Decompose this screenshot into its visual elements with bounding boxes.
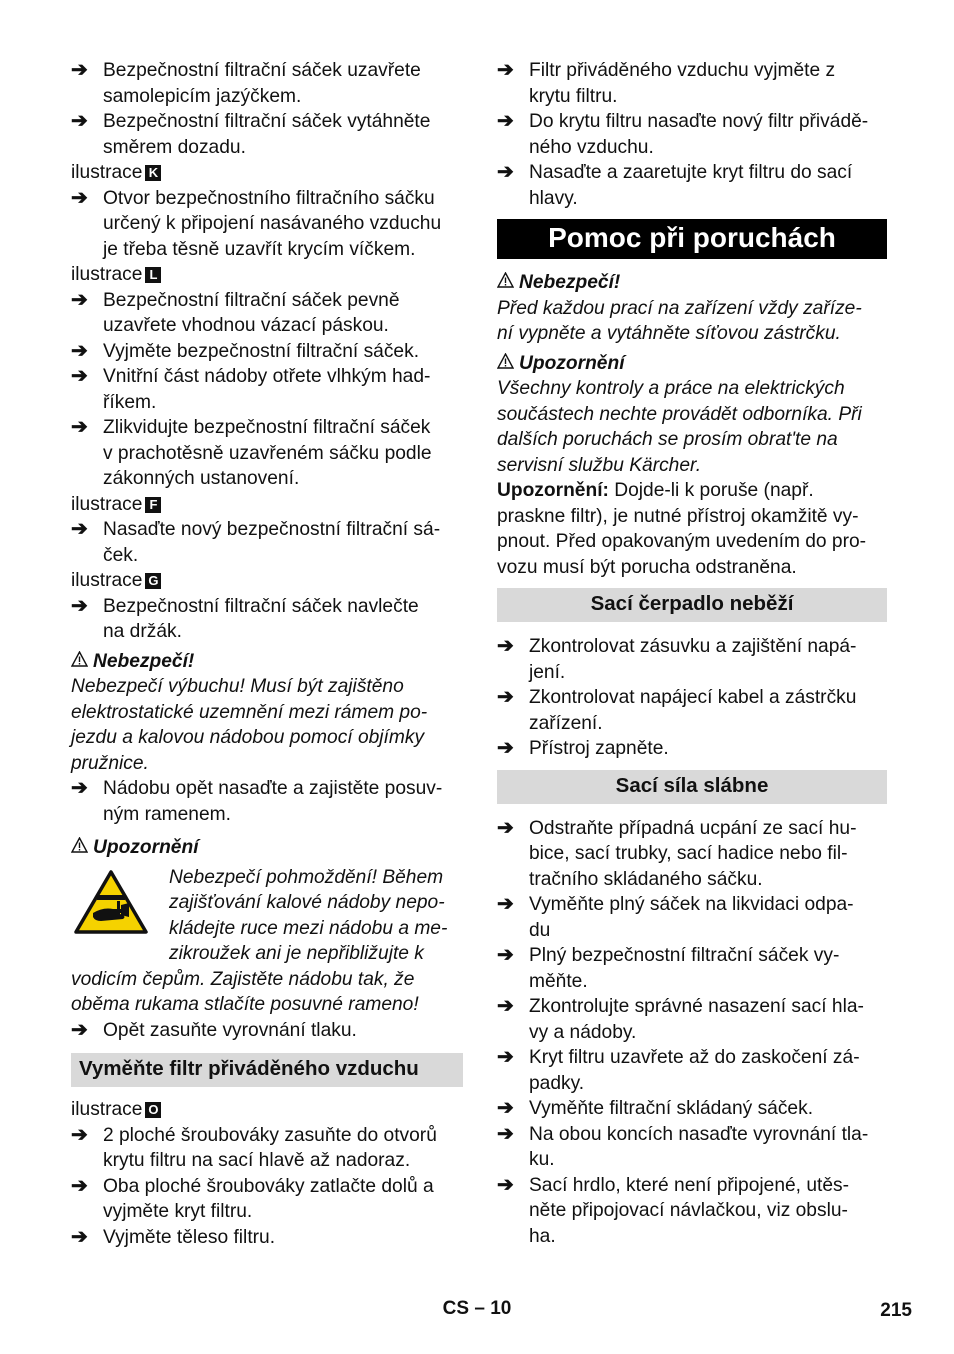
warning-triangle-icon xyxy=(497,351,519,377)
caution-text: Nebezpečí pohmoždění! Během zajišťování kalové nádoby nepo- kládejte ruce mezi nádobu a me- zikroužek ani je nepřibližujte k xyxy=(169,866,448,964)
list-item: ➔ Odstraňte případná ucpání ze sací hu- bice, sací trubky, sací hadice nebo fil- tračního skládaného sáčku. xyxy=(497,816,857,890)
arrow-right-icon: ➔ xyxy=(497,737,514,759)
list-item: ➔ Zlikvidujte bezpečnostní filtrační sáček v prachotěsně uzavřeném sáčku podle zákonných ustanovení. xyxy=(71,416,432,489)
arrow-right-icon: ➔ xyxy=(497,1046,514,1068)
arrow-right-icon: ➔ xyxy=(71,186,88,209)
arrow-right-icon: ➔ xyxy=(71,416,88,438)
arrow-right-icon: ➔ xyxy=(71,594,88,617)
danger-text: Před každou prací na zařízení vždy zaříze- ní vypněte a vytáhněte síťovou zástrčku. xyxy=(497,297,862,344)
list-item: ➔ Plný bezpečnostní filtrační sáček vy- měňte. xyxy=(497,944,840,992)
list-item: ➔ Opět zasuňte vyrovnání tlaku. xyxy=(71,1018,463,1044)
danger-heading: Nebezpečí! xyxy=(71,649,463,675)
list-item: ➔ Bezpečnostní filtrační sáček navlečte na držák. xyxy=(71,594,419,642)
arrow-right-icon: ➔ xyxy=(497,635,514,657)
caution-heading: Upozornění xyxy=(497,351,887,377)
left-column xyxy=(71,58,463,1250)
arrow-right-icon: ➔ xyxy=(497,1173,514,1196)
arrow-right-icon: ➔ xyxy=(71,1174,88,1197)
hand-crush-hazard-icon xyxy=(73,869,149,935)
illustration-ref: ilustrace O xyxy=(71,1097,463,1123)
illustration-ref: ilustrace G xyxy=(71,568,463,594)
arrow-right-icon: ➔ xyxy=(71,339,88,362)
list-item: ➔ Vyjměte těleso filtru. xyxy=(71,1225,463,1251)
right-column xyxy=(497,58,887,1249)
arrow-right-icon: ➔ xyxy=(497,686,514,708)
list-item: ➔ Na obou koncích nasaďte vyrovnání tla- ku. xyxy=(497,1122,869,1170)
list-item: ➔ Zkontrolovat zásuvku a zajištění napá- jení. xyxy=(497,635,857,683)
note-paragraph: Upozornění: Dojde-li k poruše (např. praskne filtr), je nutné přístroj okamžitě vy- pnout. Před opakovaným uvedením do pro- vozu musí být porucha odstraněna. xyxy=(497,480,867,578)
arrow-right-icon: ➔ xyxy=(497,110,514,132)
list-item: ➔ Bezpečnostní filtrační sáček pevně uzavřete vhodnou vázací páskou. xyxy=(71,288,400,336)
list-item: ➔ Nasaďte a zaaretujte kryt filtru do sací hlavy. xyxy=(497,161,853,209)
arrow-right-icon: ➔ xyxy=(71,1225,88,1248)
caution-block xyxy=(71,865,463,1018)
list-item: ➔ Otvor bezpečnostního filtračního sáčku určený k připojení nasávaného vzduchu je třeba těsně uzavřít krycím víčkem. xyxy=(71,186,442,260)
illustration-ref: ilustrace F xyxy=(71,492,463,518)
arrow-right-icon: ➔ xyxy=(497,893,514,915)
list-item: ➔ Přístroj zapněte. xyxy=(497,736,887,762)
arrow-right-icon: ➔ xyxy=(71,1018,88,1041)
list-item: ➔ Zkontrolujte správné nasazení sací hla- vy a nádoby. xyxy=(497,995,864,1043)
arrow-right-icon: ➔ xyxy=(71,110,88,132)
list-item: ➔ 2 ploché šroubováky zasuňte do otvorů krytu filtru na sací hlavě až nadoraz. xyxy=(71,1123,437,1171)
arrow-right-icon: ➔ xyxy=(497,1097,514,1119)
arrow-right-icon: ➔ xyxy=(497,995,514,1017)
arrow-right-icon: ➔ xyxy=(71,365,88,387)
illustration-letter: K xyxy=(145,165,161,181)
warning-triangle-icon xyxy=(71,835,93,861)
list-item: ➔ Vyjměte bezpečnostní filtrační sáček. xyxy=(71,339,463,365)
illustration-letter: G xyxy=(145,573,161,589)
arrow-right-icon: ➔ xyxy=(71,59,88,81)
footer-section-label: CS – 10 xyxy=(442,1298,512,1319)
arrow-right-icon: ➔ xyxy=(71,1123,88,1146)
danger-text: Nebezpečí výbuchu! Musí být zajištěno elektrostatické uzemnění mezi rámem po- jezdu a kalovou nádobou pomocí objímky pružnice. xyxy=(71,676,428,774)
illustration-ref: ilustrace K xyxy=(71,160,463,186)
danger-heading: Nebezpečí! xyxy=(497,270,887,296)
arrow-right-icon: ➔ xyxy=(497,944,514,966)
arrow-right-icon: ➔ xyxy=(71,777,88,799)
illustration-letter: O xyxy=(145,1102,161,1118)
arrow-right-icon: ➔ xyxy=(497,59,514,81)
arrow-right-icon: ➔ xyxy=(497,1122,514,1145)
caution-text-continued: vodicím čepům. Zajistěte nádobu tak, že oběma rukama stlačíte posuvné rameno! xyxy=(71,968,419,1015)
list-item: ➔ Sací hrdlo, které není připojené, utěs- něte připojovací návlačkou, viz obslu- ha. xyxy=(497,1173,849,1247)
arrow-right-icon: ➔ xyxy=(71,288,88,311)
list-item: ➔ Vnitřní část nádoby otřete vlhkým had- říkem. xyxy=(71,365,431,413)
page-number: 215 xyxy=(880,1300,912,1321)
list-item: ➔ Bezpečnostní filtrační sáček vytáhněte směrem dozadu. xyxy=(71,110,431,158)
illustration-letter: F xyxy=(145,497,161,513)
list-item: ➔ Vyměňte filtrační skládaný sáček. xyxy=(497,1096,887,1122)
list-item: ➔ Bezpečnostní filtrační sáček uzavřete samolepicím jazýčkem. xyxy=(71,59,421,107)
caution-heading: Upozornění xyxy=(71,835,463,861)
list-item: ➔ Nádobu opět nasaďte a zajistěte posuv- ným ramenem. xyxy=(71,777,443,825)
list-item: ➔ Vyměňte plný sáček na likvidaci odpa- du xyxy=(497,893,854,941)
illustration-letter: L xyxy=(145,267,161,283)
arrow-right-icon: ➔ xyxy=(497,816,514,839)
list-item: ➔ Zkontrolovat napájecí kabel a zástrčku zařízení. xyxy=(497,686,857,734)
caution-text: Všechny kontroly a práce na elektrických součástech nechte provádět odborníka. Při dalších poruchách se prosím obrat'te na servisní službu Kärcher. xyxy=(497,378,862,476)
list-item: ➔ Kryt filtru uzavřete až do zaskočení zá- padky. xyxy=(497,1046,860,1094)
arrow-right-icon: ➔ xyxy=(71,518,88,540)
warning-triangle-icon xyxy=(497,270,519,296)
section-heading-suction: Sací síla slábne xyxy=(497,770,887,804)
list-item: ➔ Oba ploché šroubováky zatlačte dolů a vyjměte kryt filtru. xyxy=(71,1174,434,1222)
page-title: Pomoc při poruchách xyxy=(497,219,887,259)
list-item: ➔ Do krytu filtru nasaďte nový filtr přivádě- ného vzduchu. xyxy=(497,110,869,158)
section-heading-pump: Sací čerpadlo neběží xyxy=(497,588,887,622)
section-heading-filter: Vyměňte filtr přiváděného vzduchu xyxy=(71,1053,463,1087)
illustration-ref: ilustrace L xyxy=(71,262,463,288)
list-item: ➔ Nasaďte nový bezpečnostní filtrační sá- ček. xyxy=(71,518,441,566)
arrow-right-icon: ➔ xyxy=(497,161,514,183)
list-item: ➔ Filtr přiváděného vzduchu vyjměte z krytu filtru. xyxy=(497,59,836,107)
note-label: Upozornění: xyxy=(497,480,609,501)
warning-triangle-icon xyxy=(71,649,93,675)
